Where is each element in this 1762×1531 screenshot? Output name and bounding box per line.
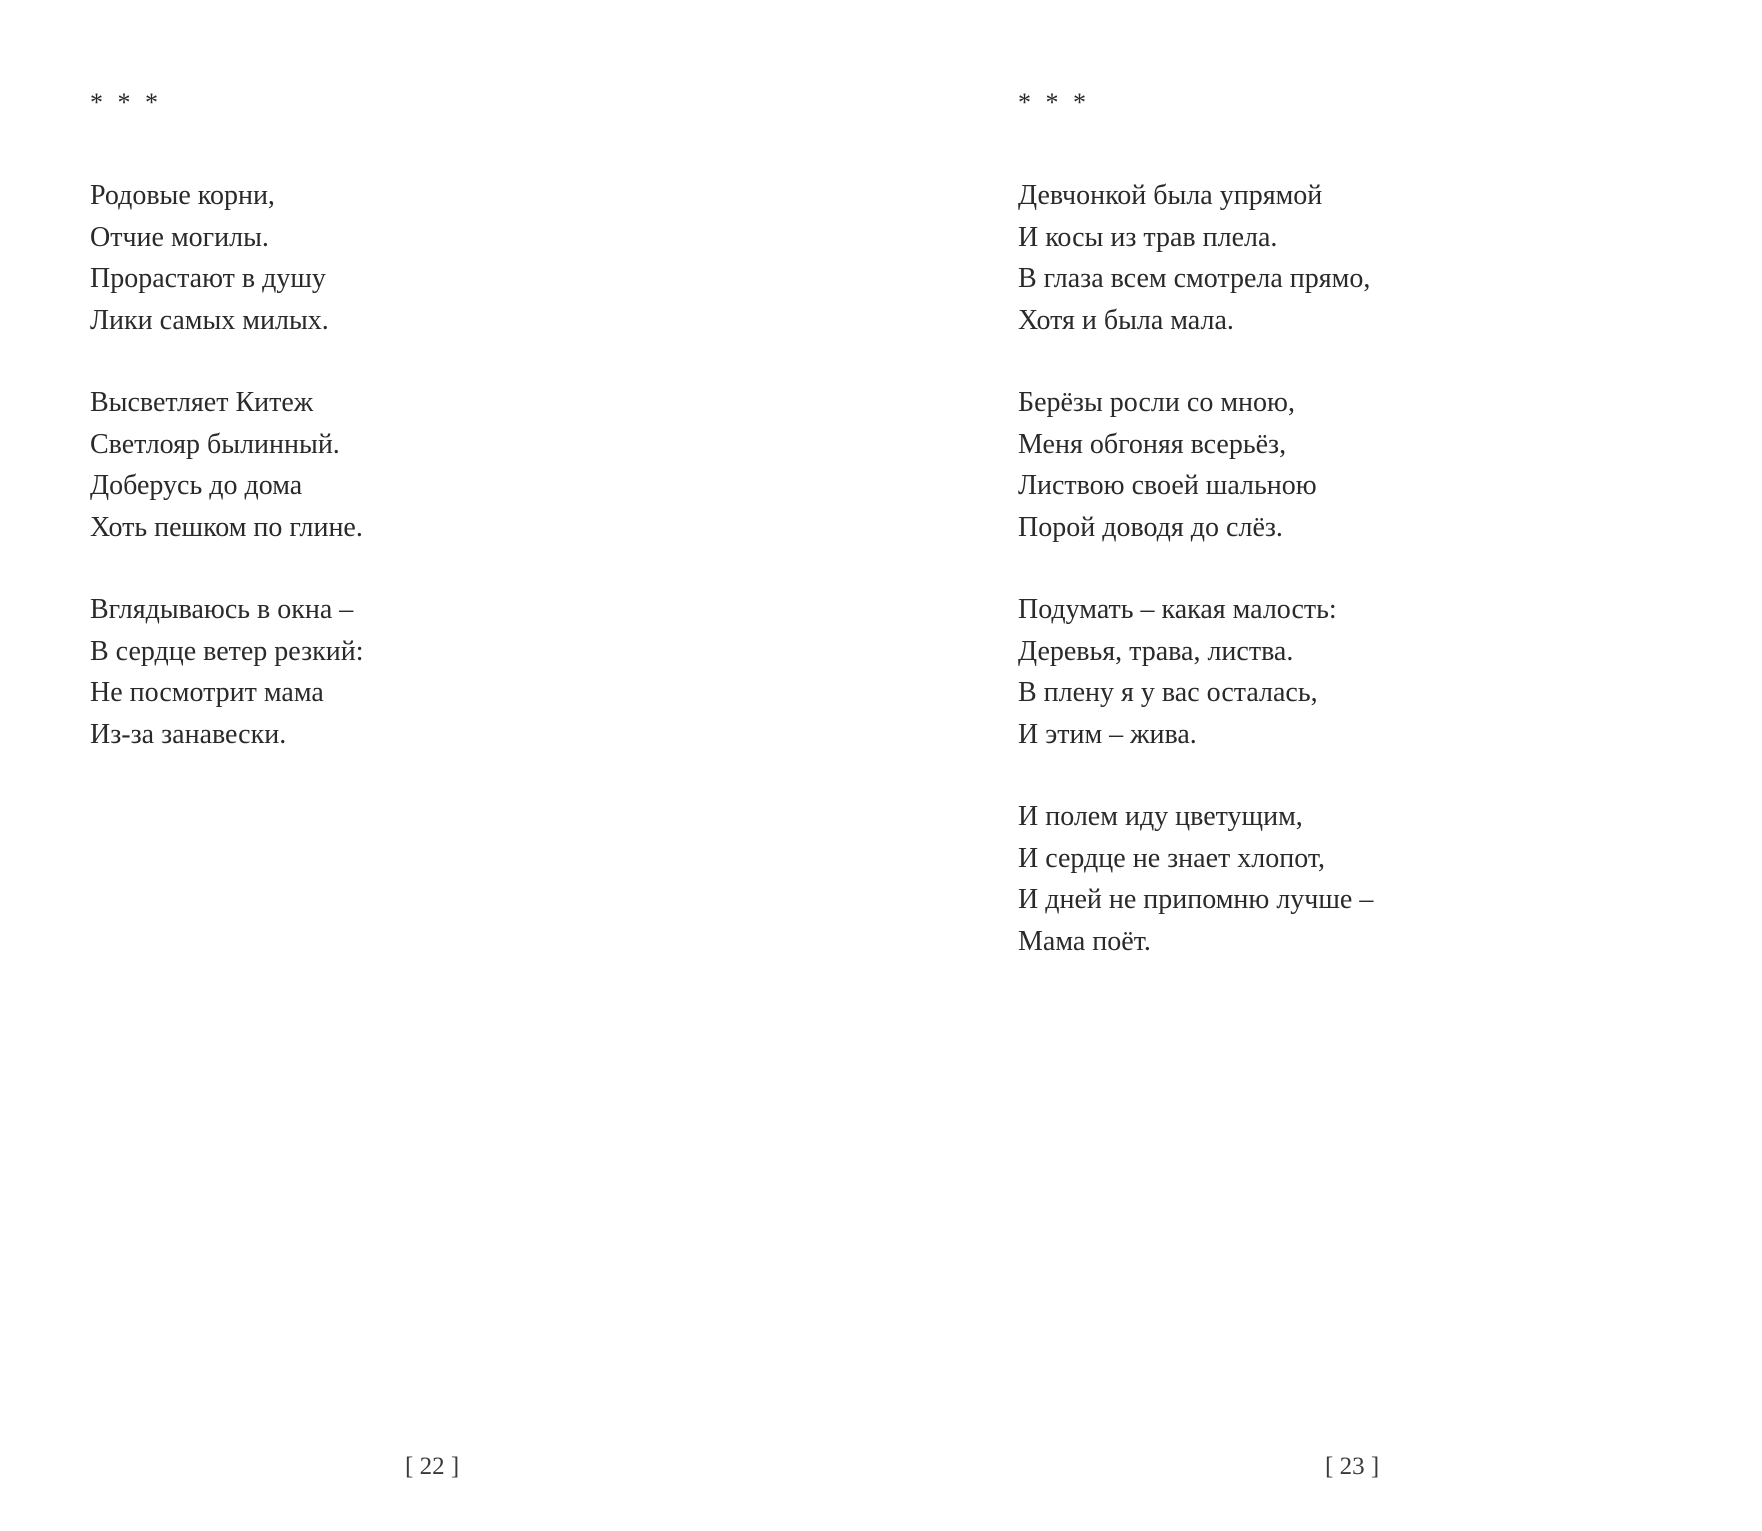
poem-line: Родовые корни,	[90, 180, 275, 211]
poem-separator: * * *	[1018, 88, 1090, 117]
poem-line: Лики самых милых.	[90, 304, 329, 336]
poem-line: Доберусь до дома	[90, 470, 303, 501]
poem-line: Порой доводя до слёз.	[1018, 511, 1283, 543]
poem-line: Девчонкой была упрямой	[1018, 180, 1323, 211]
poem-line: Листвою своей шальною	[1018, 470, 1317, 501]
stanza	[90, 589, 364, 755]
poem-line: Хотя и была мала.	[1018, 304, 1234, 336]
poem-line: И косы из трав плела.	[1018, 221, 1278, 253]
poem-line: В глаза всем смотрела прямо,	[1018, 263, 1371, 294]
right-page	[881, 0, 1762, 1531]
stanza	[90, 175, 364, 341]
poem-line: Мама поёт.	[1018, 925, 1151, 957]
poem-left	[90, 175, 364, 796]
page-number: [ 23 ]	[1325, 1453, 1380, 1480]
poem-right	[1018, 175, 1373, 1003]
poem-line: Из-за занавески.	[90, 718, 287, 750]
poem-separator: * * *	[90, 88, 162, 117]
page-number: [ 22 ]	[405, 1453, 460, 1480]
poem-line: Вглядываюсь в окна –	[90, 594, 354, 625]
poem-line: Берёзы росли со мною,	[1018, 387, 1295, 418]
poem-line: В сердце ветер резкий:	[90, 635, 364, 667]
poem-line: Меня обгоняя всерьёз,	[1018, 428, 1287, 460]
poem-line: Отчие могилы.	[90, 221, 269, 253]
poem-line: И дней не припомню лучше –	[1018, 884, 1374, 915]
poem-line: Высветляет Китеж	[90, 387, 314, 418]
poem-line: И этим – жива.	[1018, 718, 1197, 750]
poem-line: Не посмотрит мама	[90, 677, 324, 708]
poem-line: Подумать – какая малость:	[1018, 594, 1337, 625]
poem-line: И полем иду цветущим,	[1018, 801, 1303, 832]
stanza	[1018, 382, 1373, 548]
poem-line: Хоть пешком по глине.	[90, 511, 363, 543]
stanza	[1018, 589, 1373, 755]
stanza	[1018, 175, 1373, 341]
poem-line: И сердце не знает хлопот,	[1018, 842, 1325, 874]
poem-line: Светлояр былинный.	[90, 428, 340, 460]
poem-line: Деревья, трава, листва.	[1018, 635, 1294, 667]
stanza	[90, 382, 364, 548]
stanza	[1018, 796, 1373, 962]
poem-line: В плену я у вас осталась,	[1018, 677, 1318, 708]
poem-line: Прорастают в душу	[90, 263, 326, 294]
